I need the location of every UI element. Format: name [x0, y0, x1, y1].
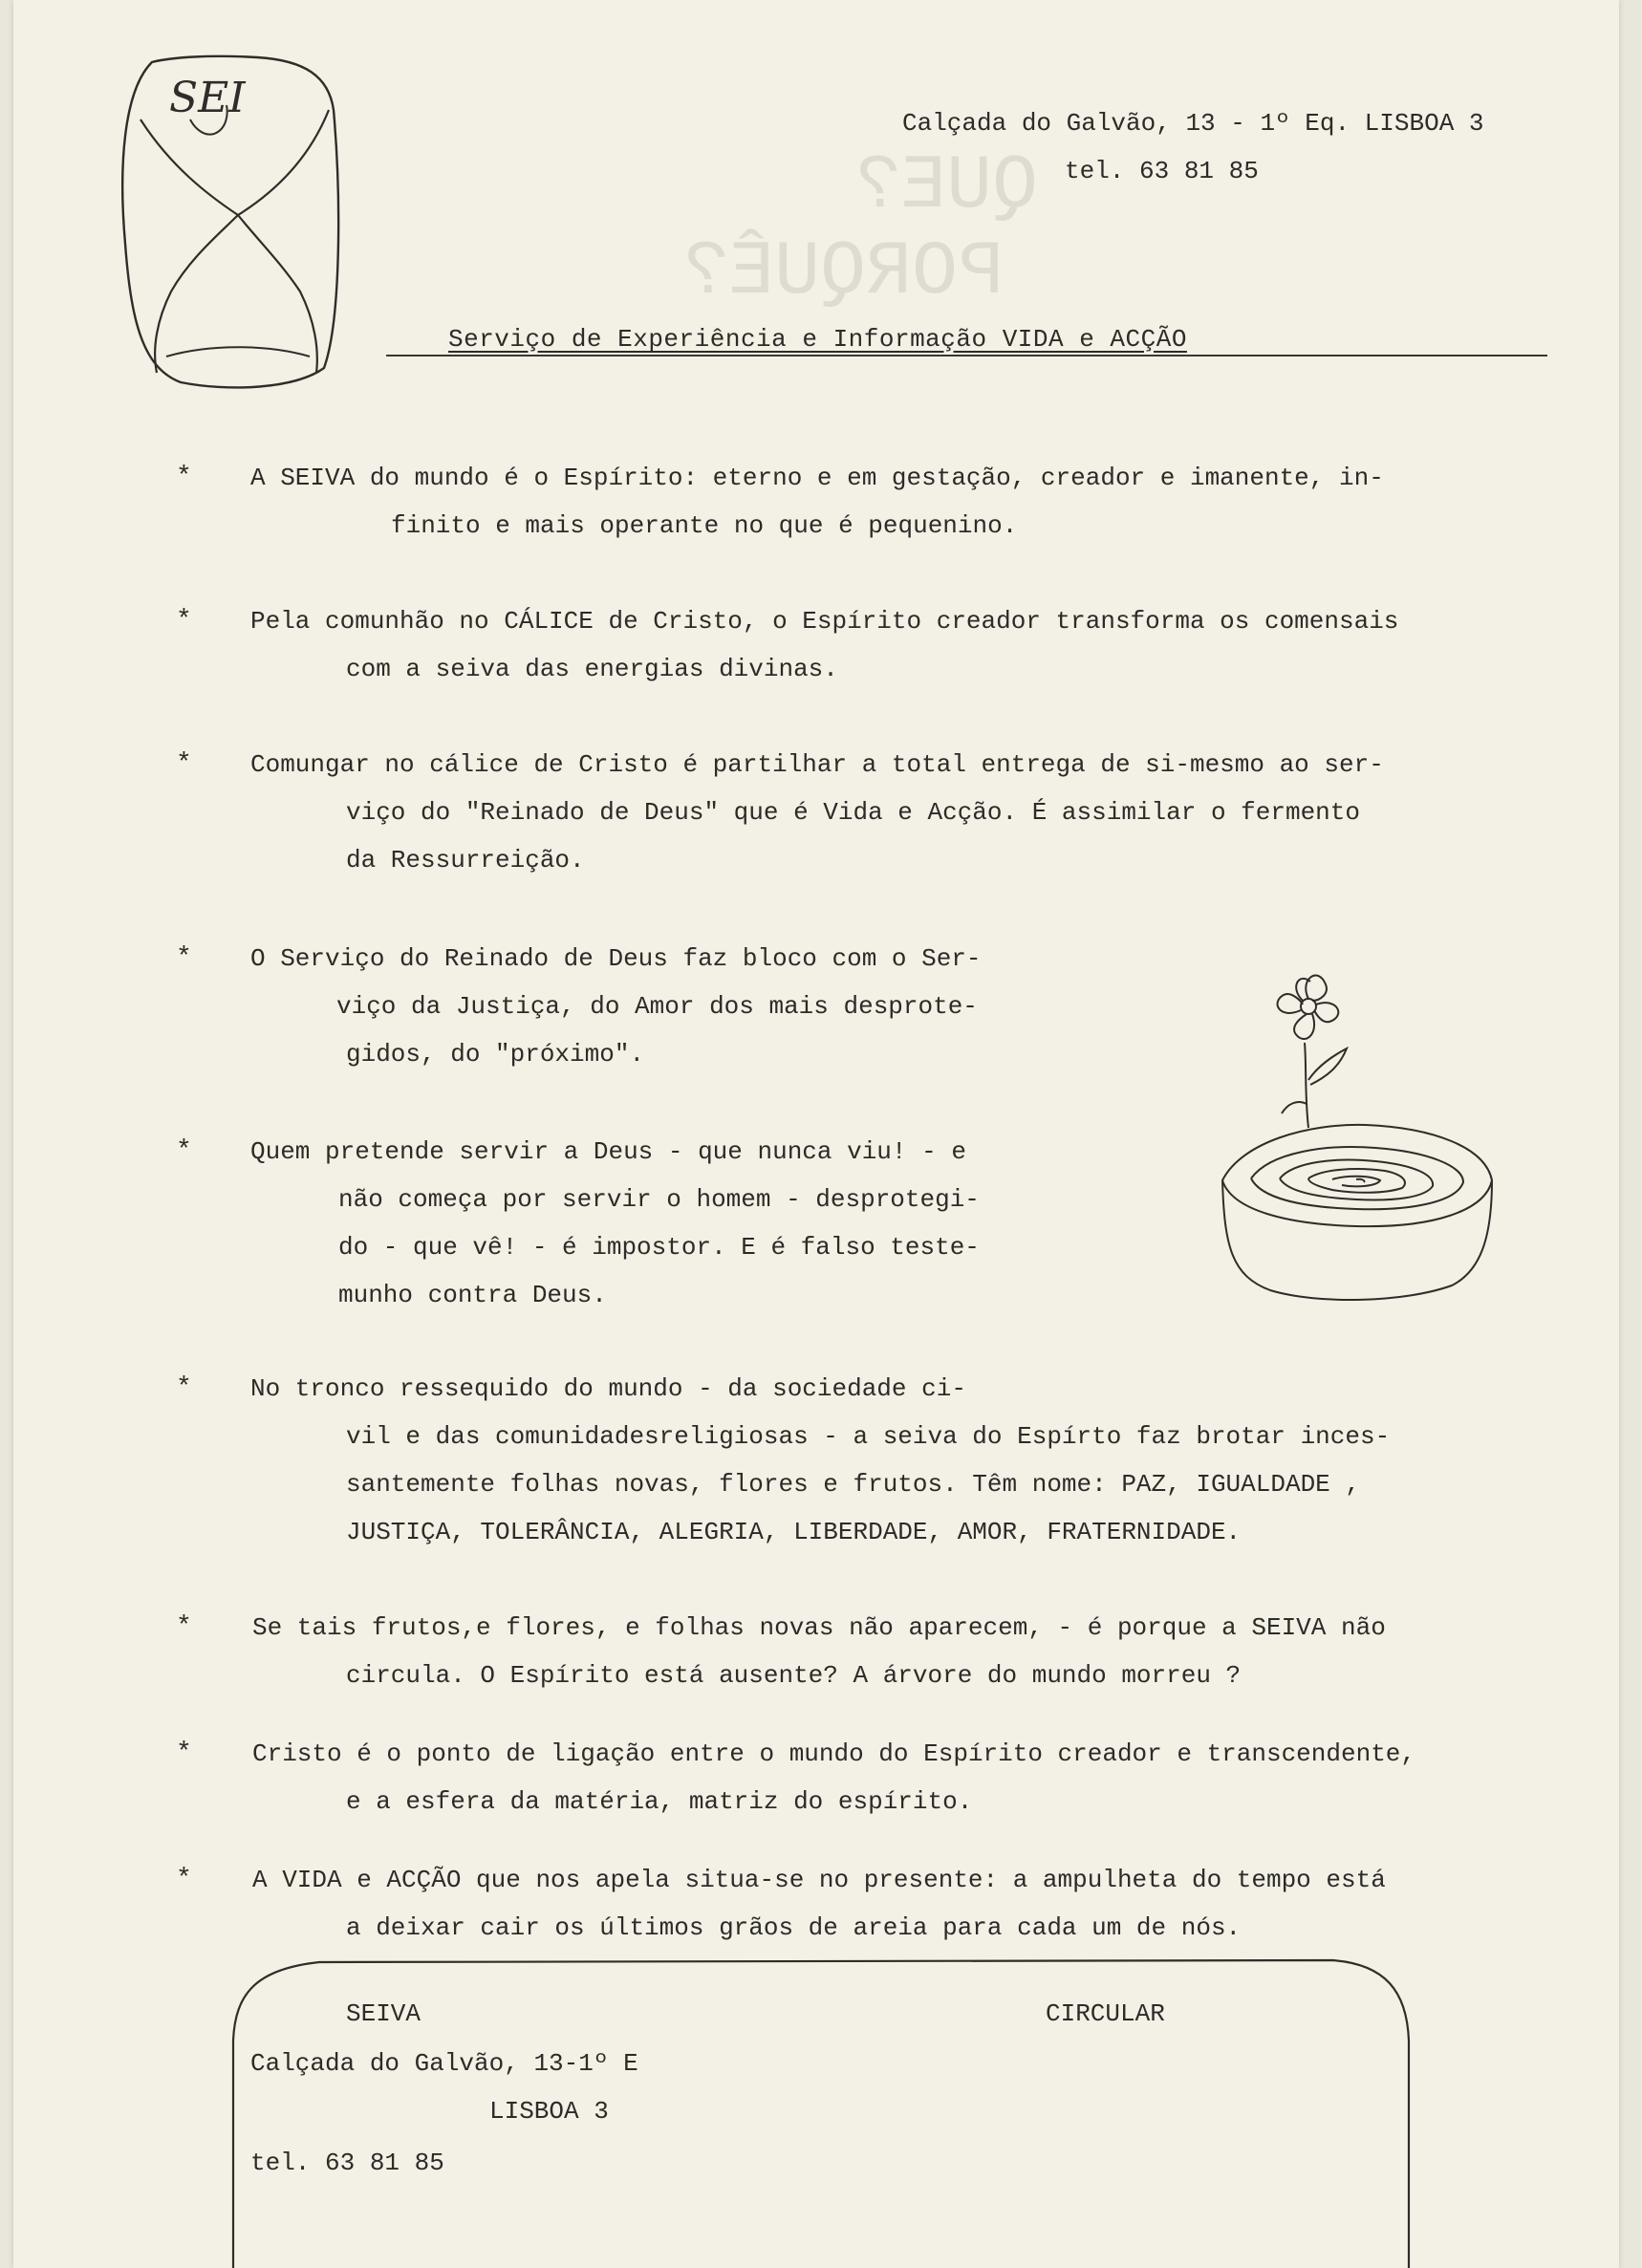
paragraph-line: com a seiva das energias divinas.	[346, 655, 838, 683]
paragraph-line: a deixar cair os últimos grãos de areia para cada um de nós.	[346, 1913, 1242, 1942]
paragraph-line: santemente folhas novas, flores e frutos. Têm nome: PAZ, IGUALDADE ,	[346, 1470, 1360, 1499]
address-line: Calçada do Galvão, 13 - 1º Eq. LISBOA 3	[902, 109, 1484, 138]
bullet-asterisk: *	[176, 943, 192, 973]
paragraph-line: A VIDA e ACÇÃO que nos apela situa-se no presente: a ampulheta do tempo está	[252, 1866, 1386, 1894]
bullet-asterisk: *	[176, 1739, 192, 1768]
phone-line: tel. 63 81 85	[1065, 157, 1259, 185]
paragraph-line: finito e mais operante no que é pequenino.	[391, 511, 1018, 540]
paragraph-line: viço da Justiça, do Amor dos mais desprote-	[336, 992, 978, 1021]
document-page	[13, 0, 1619, 2268]
bullet-asterisk: *	[176, 749, 192, 779]
paragraph-line: gidos, do "próximo".	[346, 1040, 645, 1069]
header-rule	[386, 355, 1547, 356]
paragraph-line: Se tais frutos,e flores, e folhas novas não aparecem, - é porque a SEIVA não	[252, 1613, 1386, 1642]
bullet-asterisk: *	[176, 1865, 192, 1894]
footer-phone: tel. 63 81 85	[250, 2149, 444, 2177]
paragraph-line: O Serviço do Reinado de Deus faz bloco com o Ser-	[250, 944, 982, 973]
letterhead-title: Serviço de Experiência e Informação VIDA e ACÇÃO	[448, 325, 1187, 354]
paragraph-line: Quem pretende servir a Deus - que nunca viu! - e	[250, 1137, 966, 1166]
bleed-through-text: QUE?	[854, 143, 1039, 230]
paragraph-line: viço do "Reinado de Deus" que é Vida e Acção. É assimilar o fermento	[346, 798, 1360, 827]
paragraph-3	[176, 741, 1514, 894]
paragraph-line: não começa por servir o homem - desprotegi-	[338, 1185, 980, 1214]
paragraph-line: JUSTIÇA, TOLERÂNCIA, ALEGRIA, LIBERDADE, AMOR, FRATERNIDADE.	[346, 1518, 1242, 1546]
paragraph-2	[176, 597, 1514, 702]
paragraph-line: Cristo é o ponto de ligação entre o mundo do Espírito creador e transcendente,	[252, 1739, 1415, 1768]
paragraph-7	[176, 1604, 1514, 1709]
bullet-asterisk: *	[176, 1612, 192, 1642]
bullet-asterisk: *	[176, 606, 192, 636]
paragraph-line: e a esfera da matéria, matriz do espírito.	[346, 1787, 973, 1816]
paragraph-6	[176, 1365, 1514, 1566]
footer-address: Calçada do Galvão, 13-1º E	[250, 2049, 638, 2078]
bleed-through-text: PORQUÊ?	[682, 229, 1005, 316]
paragraph-line: munho contra Deus.	[338, 1281, 607, 1309]
bullet-asterisk: *	[176, 1373, 192, 1403]
paragraph-line: No tronco ressequido do mundo - da sociedade ci-	[250, 1374, 966, 1403]
letterhead-address	[902, 99, 1484, 195]
paragraph-line: vil e das comunidadesreligiosas - a seiva do Espírto faz brotar inces-	[346, 1422, 1391, 1451]
paragraph-9	[176, 1856, 1514, 1961]
paragraph-line: A SEIVA do mundo é o Espírito: eterno e em gestação, creador e imanente, in-	[250, 464, 1384, 492]
logo-hourglass-drawing	[114, 53, 343, 392]
footer-right-title: CIRCULAR	[1046, 1999, 1165, 2028]
paragraph-8	[176, 1730, 1514, 1835]
paragraph-line: do - que vê! - é impostor. E é falso teste-	[338, 1233, 980, 1262]
logo-text: SEI	[169, 74, 246, 122]
paragraph-line: da Ressurreição.	[346, 846, 585, 875]
paragraph-line: Pela comunhão no CÁLICE de Cristo, o Espírito creador transforma os comensais	[250, 607, 1399, 636]
bullet-asterisk: *	[176, 463, 192, 492]
footer-city: LISBOA 3	[489, 2097, 609, 2126]
bullet-asterisk: *	[176, 1136, 192, 1166]
paragraph-1	[176, 454, 1514, 559]
paragraph-line: circula. O Espírito está ausente? A árvore do mundo morreu ?	[346, 1661, 1242, 1690]
flower-stump-drawing	[1213, 961, 1509, 1309]
footer-left-title: SEIVA	[346, 1999, 421, 2028]
paragraph-line: Comungar no cálice de Cristo é partilhar a total entrega de si-mesmo ao ser-	[250, 750, 1384, 779]
